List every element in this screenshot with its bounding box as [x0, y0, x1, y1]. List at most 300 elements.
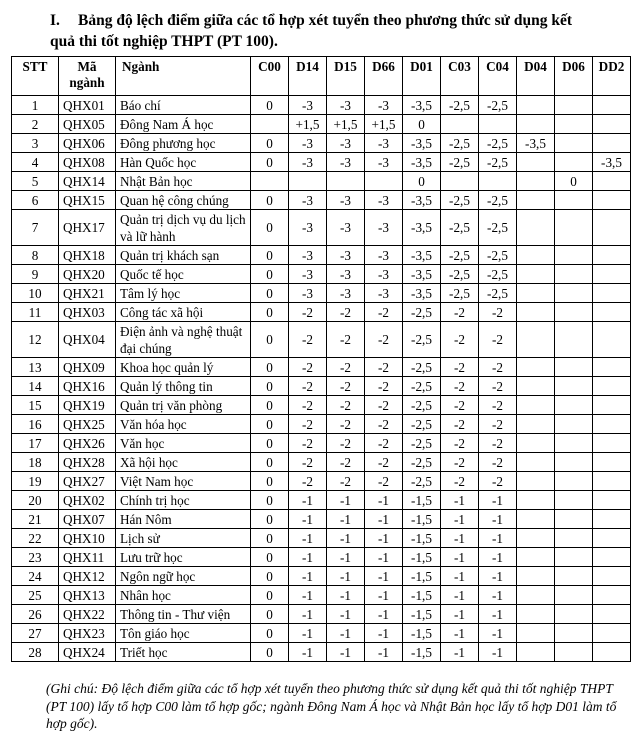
c00-cell: 0 — [251, 529, 289, 548]
dd2-cell — [593, 548, 631, 567]
c00-cell: 0 — [251, 210, 289, 246]
d14-cell: -2 — [289, 453, 327, 472]
c04-cell: -2,5 — [479, 210, 517, 246]
code-cell: QHX11 — [59, 548, 116, 567]
d15-cell: -1 — [327, 491, 365, 510]
d15-cell — [327, 172, 365, 191]
table-row — [12, 586, 631, 605]
major-cell: Chính trị học — [116, 491, 251, 510]
table-row — [12, 358, 631, 377]
major-cell: Quan hệ công chúng — [116, 191, 251, 210]
heading-text-1: Bảng độ lệch điểm giữa các tổ hợp xét tuyển theo phương thức sử dụng kết — [78, 12, 573, 29]
d15-cell: -2 — [327, 415, 365, 434]
table-row — [12, 415, 631, 434]
d06-cell — [555, 210, 593, 246]
dd2-cell — [593, 624, 631, 643]
c04-cell: -1 — [479, 643, 517, 662]
major-cell: Nhật Bản học — [116, 172, 251, 191]
heading-number: I. — [50, 12, 60, 29]
c03-cell: -1 — [441, 491, 479, 510]
code-cell: QHX15 — [59, 191, 116, 210]
table-row — [12, 96, 631, 115]
d01-cell: -1,5 — [403, 567, 441, 586]
d04-cell — [517, 303, 555, 322]
code-cell: QHX21 — [59, 284, 116, 303]
stt-cell: 7 — [12, 210, 59, 246]
table-row — [12, 115, 631, 134]
table-row — [12, 491, 631, 510]
c04-cell: -1 — [479, 548, 517, 567]
c04-cell: -2 — [479, 358, 517, 377]
d66-cell: -1 — [365, 624, 403, 643]
c03-cell: -2 — [441, 396, 479, 415]
d66-cell: -2 — [365, 377, 403, 396]
code-cell: QHX22 — [59, 605, 116, 624]
dd2-cell — [593, 510, 631, 529]
dd2-cell — [593, 115, 631, 134]
d01-cell: -2,5 — [403, 377, 441, 396]
c04-cell: -1 — [479, 491, 517, 510]
code-cell: QHX02 — [59, 491, 116, 510]
column-header: C04 — [479, 57, 517, 96]
d04-cell — [517, 567, 555, 586]
major-cell: Tâm lý học — [116, 284, 251, 303]
d15-cell: -3 — [327, 134, 365, 153]
d06-cell — [555, 246, 593, 265]
major-cell: Nhân học — [116, 586, 251, 605]
stt-cell: 22 — [12, 529, 59, 548]
c00-cell: 0 — [251, 96, 289, 115]
c03-cell: -1 — [441, 605, 479, 624]
d15-cell: -2 — [327, 303, 365, 322]
d01-cell: -2,5 — [403, 303, 441, 322]
table-row — [12, 643, 631, 662]
dd2-cell — [593, 643, 631, 662]
d66-cell: -2 — [365, 415, 403, 434]
stt-cell: 8 — [12, 246, 59, 265]
d01-cell: -1,5 — [403, 605, 441, 624]
d04-cell — [517, 548, 555, 567]
c04-cell: -2 — [479, 322, 517, 358]
c03-cell — [441, 115, 479, 134]
stt-cell: 18 — [12, 453, 59, 472]
c03-cell: -2 — [441, 415, 479, 434]
major-cell: Văn học — [116, 434, 251, 453]
table-row — [12, 303, 631, 322]
stt-cell: 21 — [12, 510, 59, 529]
dd2-cell — [593, 191, 631, 210]
dd2-cell — [593, 96, 631, 115]
c00-cell: 0 — [251, 510, 289, 529]
d01-cell: -2,5 — [403, 322, 441, 358]
d06-cell — [555, 284, 593, 303]
d06-cell — [555, 434, 593, 453]
d06-cell — [555, 548, 593, 567]
c04-cell: -1 — [479, 529, 517, 548]
dd2-cell — [593, 396, 631, 415]
major-cell: Lịch sử — [116, 529, 251, 548]
c04-cell: -2,5 — [479, 246, 517, 265]
dd2-cell — [593, 472, 631, 491]
column-header: Ngành — [116, 57, 251, 96]
c03-cell: -2,5 — [441, 153, 479, 172]
d04-cell — [517, 491, 555, 510]
c00-cell: 0 — [251, 246, 289, 265]
d66-cell: -1 — [365, 605, 403, 624]
c04-cell: -2,5 — [479, 265, 517, 284]
d66-cell: -2 — [365, 322, 403, 358]
d15-cell: -1 — [327, 510, 365, 529]
code-cell: QHX17 — [59, 210, 116, 246]
stt-cell: 9 — [12, 265, 59, 284]
d06-cell — [555, 396, 593, 415]
c03-cell: -2,5 — [441, 265, 479, 284]
c00-cell: 0 — [251, 567, 289, 586]
d04-cell — [517, 172, 555, 191]
c04-cell: -2,5 — [479, 153, 517, 172]
section-heading — [36, 10, 626, 52]
d06-cell — [555, 472, 593, 491]
d06-cell — [555, 322, 593, 358]
d04-cell — [517, 115, 555, 134]
c04-cell: -2,5 — [479, 134, 517, 153]
c04-cell: -1 — [479, 586, 517, 605]
d14-cell: -2 — [289, 358, 327, 377]
dd2-cell — [593, 322, 631, 358]
table-row — [12, 210, 631, 246]
d66-cell: -3 — [365, 246, 403, 265]
stt-cell: 25 — [12, 586, 59, 605]
d14-cell: -2 — [289, 472, 327, 491]
dd2-cell — [593, 284, 631, 303]
major-cell: Lưu trữ học — [116, 548, 251, 567]
code-cell: QHX18 — [59, 246, 116, 265]
dd2-cell — [593, 265, 631, 284]
code-cell: QHX03 — [59, 303, 116, 322]
d66-cell: -3 — [365, 134, 403, 153]
table-row — [12, 284, 631, 303]
heading-line-2: quả thi tốt nghiệp THPT (PT 100). — [50, 33, 278, 50]
c03-cell: -1 — [441, 643, 479, 662]
c03-cell — [441, 172, 479, 191]
d14-cell: -3 — [289, 153, 327, 172]
table-row — [12, 434, 631, 453]
d04-cell — [517, 643, 555, 662]
column-header: Mã ngành — [59, 57, 116, 96]
c00-cell: 0 — [251, 322, 289, 358]
d01-cell: -2,5 — [403, 358, 441, 377]
d01-cell: -3,5 — [403, 96, 441, 115]
major-cell: Văn hóa học — [116, 415, 251, 434]
d06-cell — [555, 303, 593, 322]
table-row — [12, 134, 631, 153]
code-cell: QHX26 — [59, 434, 116, 453]
c04-cell: -1 — [479, 567, 517, 586]
dd2-cell — [593, 434, 631, 453]
d04-cell — [517, 586, 555, 605]
d04-cell — [517, 322, 555, 358]
major-cell: Tôn giáo học — [116, 624, 251, 643]
dd2-cell — [593, 246, 631, 265]
d66-cell: -2 — [365, 453, 403, 472]
dd2-cell — [593, 567, 631, 586]
d15-cell: -3 — [327, 96, 365, 115]
table-row — [12, 153, 631, 172]
code-cell: QHX12 — [59, 567, 116, 586]
c00-cell: 0 — [251, 586, 289, 605]
dd2-cell — [593, 453, 631, 472]
stt-cell: 24 — [12, 567, 59, 586]
code-cell: QHX07 — [59, 510, 116, 529]
major-cell: Quản lý thông tin — [116, 377, 251, 396]
d01-cell: -3,5 — [403, 134, 441, 153]
d66-cell: -3 — [365, 191, 403, 210]
major-cell: Hán Nôm — [116, 510, 251, 529]
d01-cell: 0 — [403, 115, 441, 134]
d04-cell — [517, 377, 555, 396]
d06-cell — [555, 134, 593, 153]
major-cell: Quốc tế học — [116, 265, 251, 284]
d15-cell: -3 — [327, 246, 365, 265]
dd2-cell — [593, 134, 631, 153]
d14-cell: -2 — [289, 434, 327, 453]
code-cell: QHX06 — [59, 134, 116, 153]
d06-cell — [555, 415, 593, 434]
d04-cell — [517, 396, 555, 415]
c03-cell: -2 — [441, 377, 479, 396]
d14-cell: -3 — [289, 265, 327, 284]
d15-cell: -3 — [327, 210, 365, 246]
code-cell: QHX28 — [59, 453, 116, 472]
d15-cell: -1 — [327, 624, 365, 643]
column-header: STT — [12, 57, 59, 96]
d15-cell: +1,5 — [327, 115, 365, 134]
d15-cell: -3 — [327, 153, 365, 172]
d01-cell: -2,5 — [403, 396, 441, 415]
c00-cell: 0 — [251, 415, 289, 434]
c00-cell: 0 — [251, 265, 289, 284]
table-row — [12, 548, 631, 567]
d01-cell: -3,5 — [403, 246, 441, 265]
c00-cell: 0 — [251, 453, 289, 472]
d06-cell — [555, 510, 593, 529]
stt-cell: 3 — [12, 134, 59, 153]
code-cell: QHX19 — [59, 396, 116, 415]
c04-cell — [479, 115, 517, 134]
stt-cell: 4 — [12, 153, 59, 172]
d04-cell — [517, 529, 555, 548]
stt-cell: 2 — [12, 115, 59, 134]
code-cell: QHX10 — [59, 529, 116, 548]
d04-cell — [517, 605, 555, 624]
table-row — [12, 624, 631, 643]
d15-cell: -3 — [327, 284, 365, 303]
d06-cell — [555, 265, 593, 284]
c04-cell: -2 — [479, 377, 517, 396]
c04-cell: -2 — [479, 453, 517, 472]
stt-cell: 11 — [12, 303, 59, 322]
d01-cell: -1,5 — [403, 529, 441, 548]
d66-cell: -1 — [365, 586, 403, 605]
d14-cell — [289, 172, 327, 191]
stt-cell: 14 — [12, 377, 59, 396]
c04-cell: -2,5 — [479, 191, 517, 210]
d14-cell: -2 — [289, 396, 327, 415]
c03-cell: -2,5 — [441, 191, 479, 210]
d06-cell — [555, 624, 593, 643]
d15-cell: -2 — [327, 358, 365, 377]
c03-cell: -2 — [441, 322, 479, 358]
dd2-cell — [593, 529, 631, 548]
code-cell: QHX01 — [59, 96, 116, 115]
d06-cell — [555, 567, 593, 586]
d15-cell: -1 — [327, 529, 365, 548]
c04-cell: -2 — [479, 303, 517, 322]
code-cell: QHX09 — [59, 358, 116, 377]
d06-cell — [555, 605, 593, 624]
stt-cell: 27 — [12, 624, 59, 643]
c00-cell: 0 — [251, 303, 289, 322]
d66-cell — [365, 172, 403, 191]
dd2-cell — [593, 210, 631, 246]
table-row — [12, 172, 631, 191]
column-header: D04 — [517, 57, 555, 96]
column-header: D01 — [403, 57, 441, 96]
footnote: (Ghi chú: Độ lệch điểm giữa các tổ hợp xét tuyển theo phương thức sử dụng kết quả thi tốt nghiệp THPT (PT 100) lấy tổ hợp C00 làm tổ hợp gốc; ngành Đông Nam Á học và Nhật Bản học lấy tổ hợp D01 làm tổ hợp gốc). — [46, 681, 617, 731]
c04-cell: -2 — [479, 434, 517, 453]
table-row — [12, 265, 631, 284]
d01-cell: -3,5 — [403, 191, 441, 210]
code-cell: QHX13 — [59, 586, 116, 605]
code-cell: QHX08 — [59, 153, 116, 172]
d66-cell: -1 — [365, 548, 403, 567]
dd2-cell — [593, 586, 631, 605]
c03-cell: -2 — [441, 358, 479, 377]
dd2-cell: -3,5 — [593, 153, 631, 172]
column-header: D06 — [555, 57, 593, 96]
dd2-cell — [593, 358, 631, 377]
c00-cell: 0 — [251, 358, 289, 377]
d01-cell: -1,5 — [403, 510, 441, 529]
table-row — [12, 605, 631, 624]
c03-cell: -2 — [441, 434, 479, 453]
d15-cell: -1 — [327, 586, 365, 605]
d14-cell: -1 — [289, 605, 327, 624]
d15-cell: -2 — [327, 396, 365, 415]
major-cell: Ngôn ngữ học — [116, 567, 251, 586]
d14-cell: -1 — [289, 624, 327, 643]
d06-cell — [555, 115, 593, 134]
d01-cell: -1,5 — [403, 624, 441, 643]
table-row — [12, 377, 631, 396]
d66-cell: -3 — [365, 265, 403, 284]
c03-cell: -2 — [441, 453, 479, 472]
d06-cell — [555, 453, 593, 472]
d06-cell: 0 — [555, 172, 593, 191]
d04-cell — [517, 434, 555, 453]
d04-cell — [517, 153, 555, 172]
major-cell: Báo chí — [116, 96, 251, 115]
d04-cell — [517, 265, 555, 284]
code-cell: QHX14 — [59, 172, 116, 191]
d66-cell: -1 — [365, 529, 403, 548]
c00-cell: 0 — [251, 191, 289, 210]
c03-cell: -2 — [441, 303, 479, 322]
code-cell: QHX05 — [59, 115, 116, 134]
c03-cell: -2,5 — [441, 246, 479, 265]
d66-cell: +1,5 — [365, 115, 403, 134]
d04-cell — [517, 472, 555, 491]
c03-cell: -1 — [441, 548, 479, 567]
table-row — [12, 322, 631, 358]
stt-cell: 23 — [12, 548, 59, 567]
stt-cell: 19 — [12, 472, 59, 491]
d66-cell: -2 — [365, 358, 403, 377]
d66-cell: -1 — [365, 643, 403, 662]
c04-cell: -2 — [479, 472, 517, 491]
stt-cell: 6 — [12, 191, 59, 210]
stt-cell: 17 — [12, 434, 59, 453]
c04-cell — [479, 172, 517, 191]
stt-cell: 15 — [12, 396, 59, 415]
d14-cell: -1 — [289, 491, 327, 510]
d01-cell: -2,5 — [403, 415, 441, 434]
table-row — [12, 567, 631, 586]
major-cell: Thông tin - Thư viện — [116, 605, 251, 624]
stt-cell: 1 — [12, 96, 59, 115]
code-cell: QHX16 — [59, 377, 116, 396]
d66-cell: -2 — [365, 303, 403, 322]
d66-cell: -2 — [365, 396, 403, 415]
d04-cell — [517, 415, 555, 434]
c00-cell — [251, 172, 289, 191]
d15-cell: -2 — [327, 453, 365, 472]
d14-cell: -1 — [289, 567, 327, 586]
major-cell: Quản trị dịch vụ du lịch và lữ hành — [116, 210, 251, 246]
d06-cell — [555, 191, 593, 210]
dd2-cell — [593, 605, 631, 624]
d14-cell: -3 — [289, 284, 327, 303]
table-row — [12, 396, 631, 415]
d15-cell: -1 — [327, 643, 365, 662]
code-cell: QHX25 — [59, 415, 116, 434]
stt-cell: 12 — [12, 322, 59, 358]
code-cell: QHX23 — [59, 624, 116, 643]
d15-cell: -3 — [327, 265, 365, 284]
d14-cell: -1 — [289, 586, 327, 605]
stt-cell: 13 — [12, 358, 59, 377]
d01-cell: -1,5 — [403, 548, 441, 567]
c00-cell: 0 — [251, 605, 289, 624]
d14-cell: -3 — [289, 96, 327, 115]
d14-cell: -1 — [289, 529, 327, 548]
d01-cell: 0 — [403, 172, 441, 191]
d66-cell: -3 — [365, 153, 403, 172]
d06-cell — [555, 529, 593, 548]
d01-cell: -2,5 — [403, 472, 441, 491]
d01-cell: -2,5 — [403, 453, 441, 472]
d01-cell: -1,5 — [403, 491, 441, 510]
d66-cell: -3 — [365, 210, 403, 246]
d15-cell: -1 — [327, 567, 365, 586]
stt-cell: 26 — [12, 605, 59, 624]
d14-cell: +1,5 — [289, 115, 327, 134]
d15-cell: -1 — [327, 548, 365, 567]
d06-cell — [555, 377, 593, 396]
major-cell: Đông Nam Á học — [116, 115, 251, 134]
table-row — [12, 510, 631, 529]
c00-cell: 0 — [251, 284, 289, 303]
